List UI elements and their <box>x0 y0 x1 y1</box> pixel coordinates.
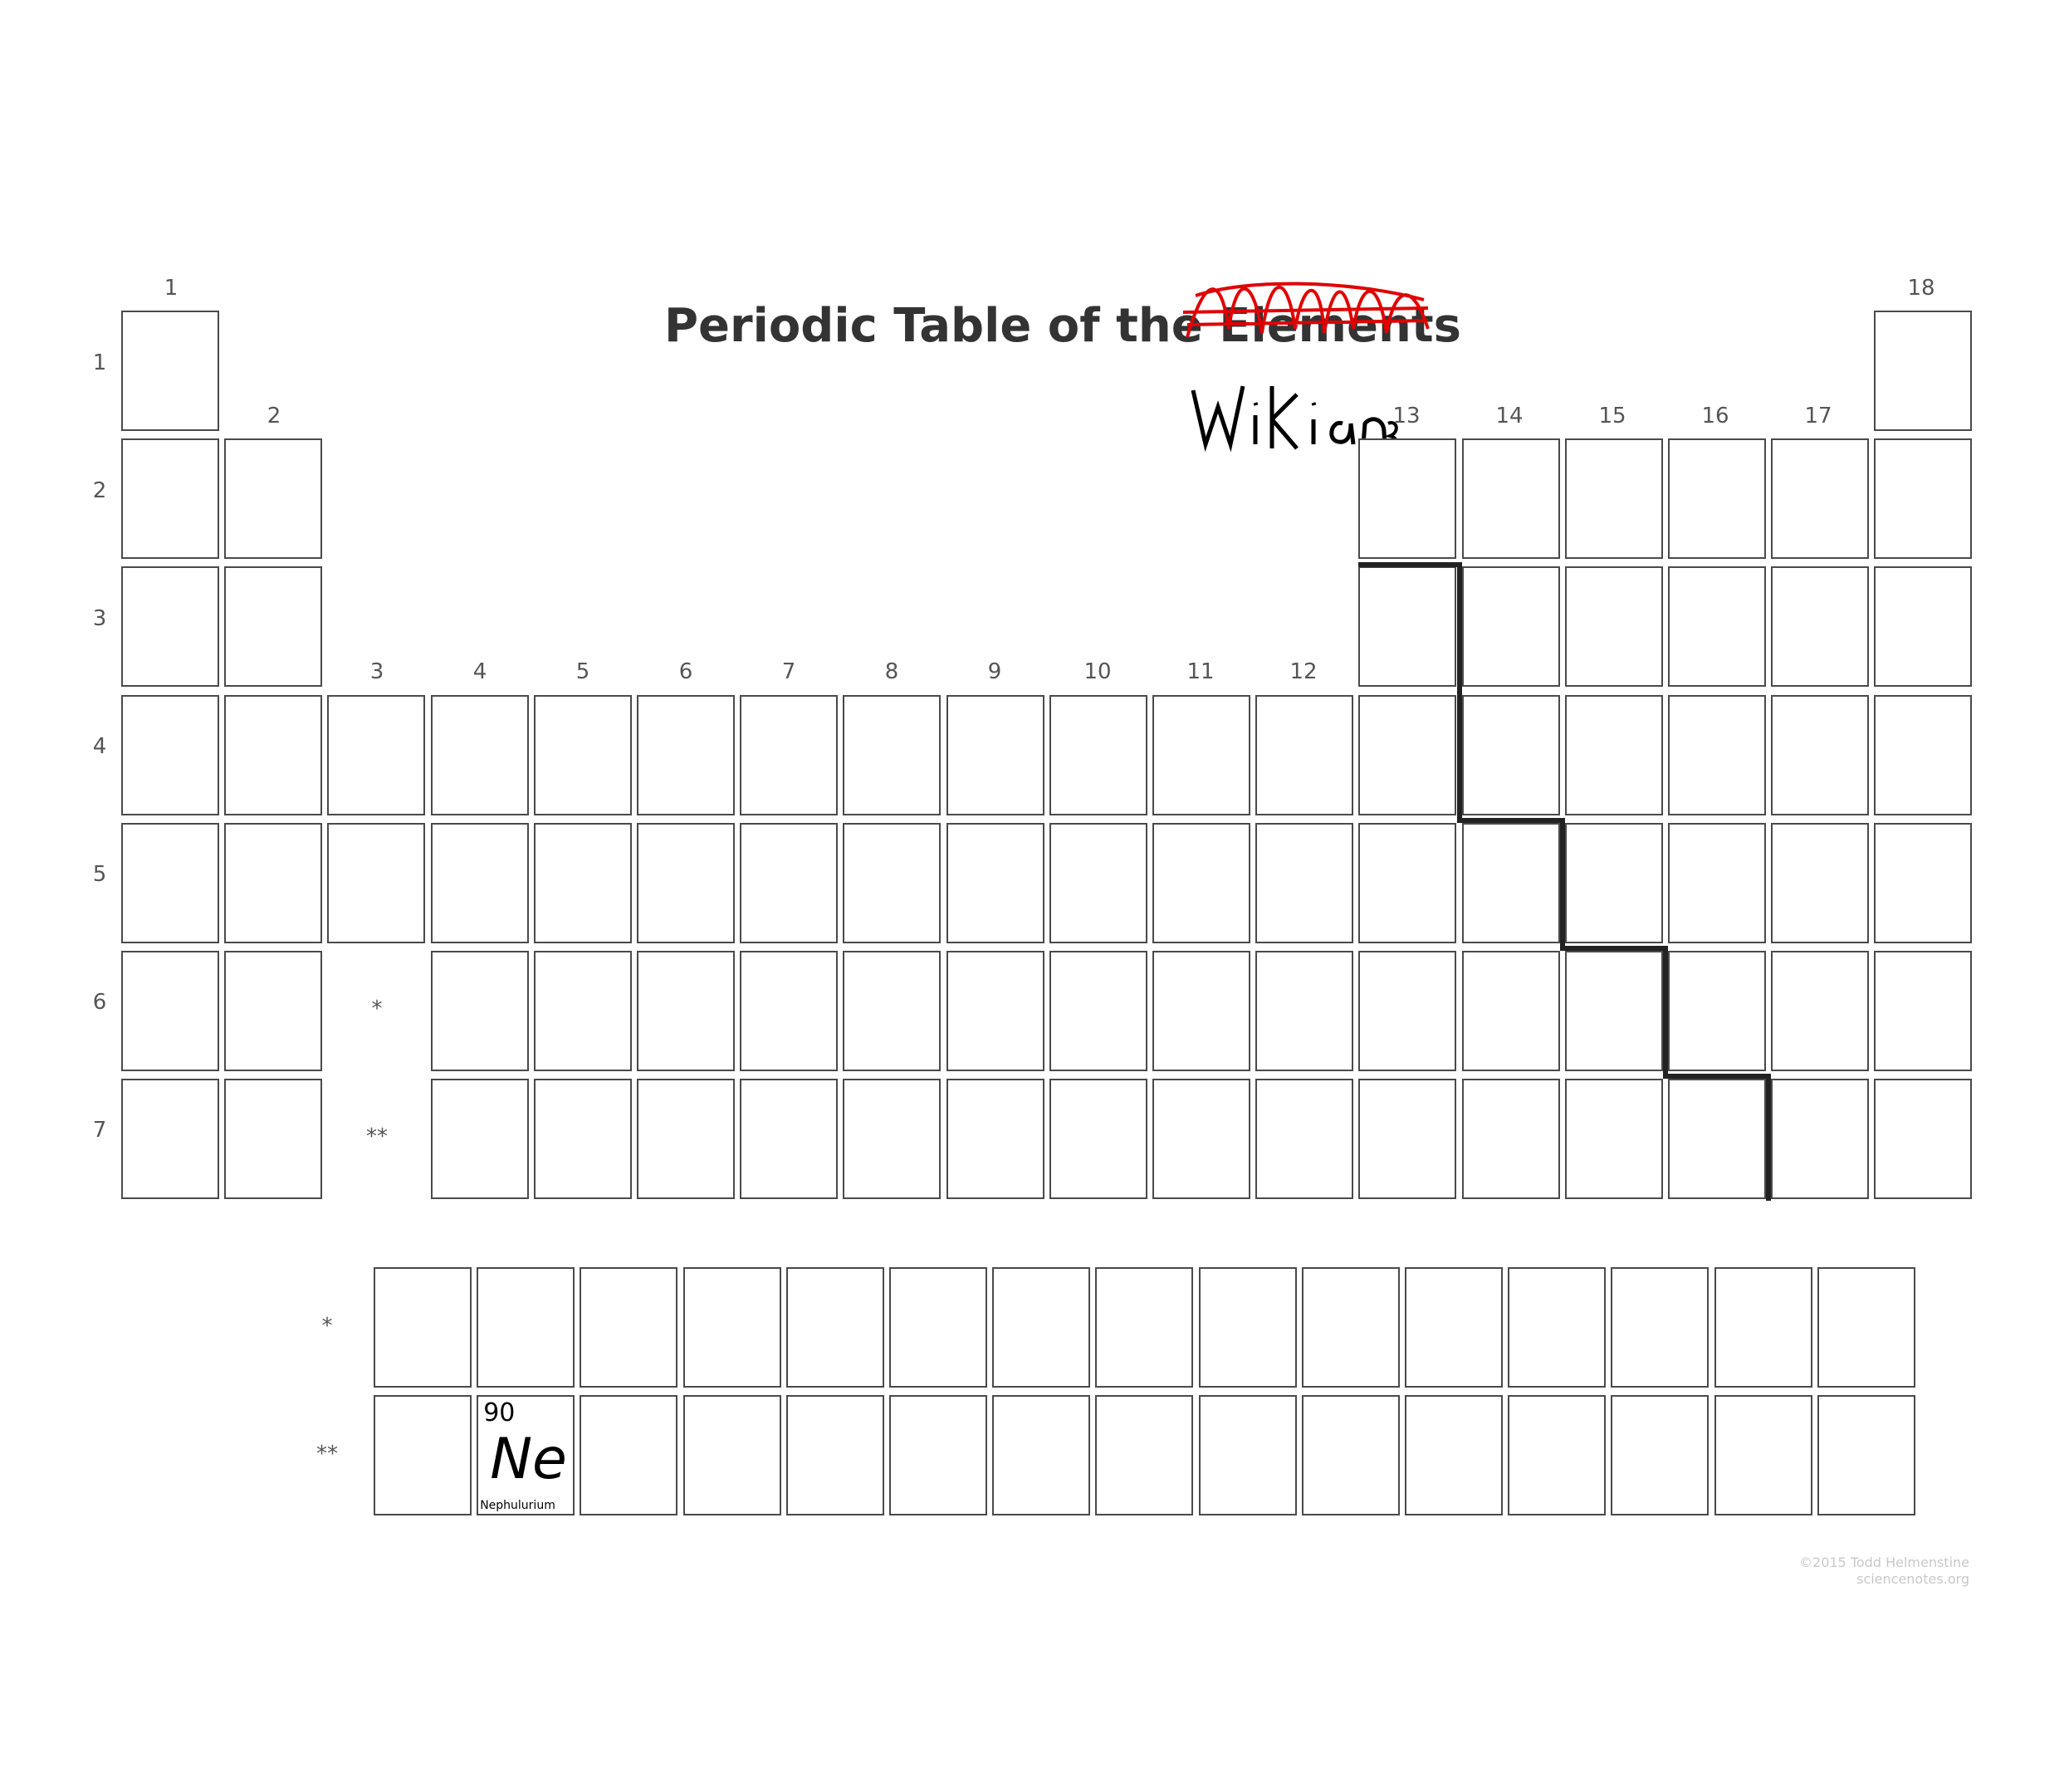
group-label-1: 1 <box>164 276 179 301</box>
group-label-18: 18 <box>1907 276 1935 301</box>
group-label-13: 13 <box>1392 404 1421 428</box>
period-label-4: 4 <box>92 734 107 759</box>
period-label-3: 3 <box>92 606 107 631</box>
element-name: Nephulurium <box>480 1499 555 1512</box>
period-label-2: 2 <box>92 478 107 503</box>
period-label-7: 7 <box>92 1118 107 1143</box>
group-label-9: 9 <box>987 659 1002 684</box>
group-label-16: 16 <box>1701 404 1729 428</box>
group-label-8: 8 <box>884 659 899 684</box>
group-label-4: 4 <box>472 659 487 684</box>
credit-line-1: ©2015 Todd Helmenstine <box>1799 1555 1969 1570</box>
group-label-17: 17 <box>1804 404 1832 428</box>
group-label-6: 6 <box>678 659 693 684</box>
group-label-14: 14 <box>1495 404 1524 428</box>
period-label-5: 5 <box>92 862 107 887</box>
credit-line-2: sciencenotes.org <box>1856 1571 1969 1587</box>
period-label-6: 6 <box>92 990 107 1015</box>
group-label-7: 7 <box>781 659 796 684</box>
element-symbol: Ne <box>490 1427 567 1492</box>
group-label-15: 15 <box>1598 404 1626 428</box>
group-label-5: 5 <box>575 659 590 684</box>
title-text: Periodic Table of the Elements <box>664 299 1461 353</box>
credit-text <box>1799 1555 1969 1588</box>
group-label-12: 12 <box>1289 659 1318 684</box>
group-label-2: 2 <box>267 404 281 428</box>
group-label-10: 10 <box>1083 659 1112 684</box>
group-label-3: 3 <box>369 659 384 684</box>
actinide-row-marker: ** <box>316 1442 338 1466</box>
group-label-11: 11 <box>1186 659 1215 684</box>
element-number: 90 <box>483 1398 516 1427</box>
actinide-placeholder-marker: ** <box>366 1124 388 1149</box>
lanthanide-row-marker: * <box>321 1314 333 1339</box>
period-label-1: 1 <box>92 350 107 375</box>
lanthanide-placeholder-marker: * <box>371 996 383 1021</box>
